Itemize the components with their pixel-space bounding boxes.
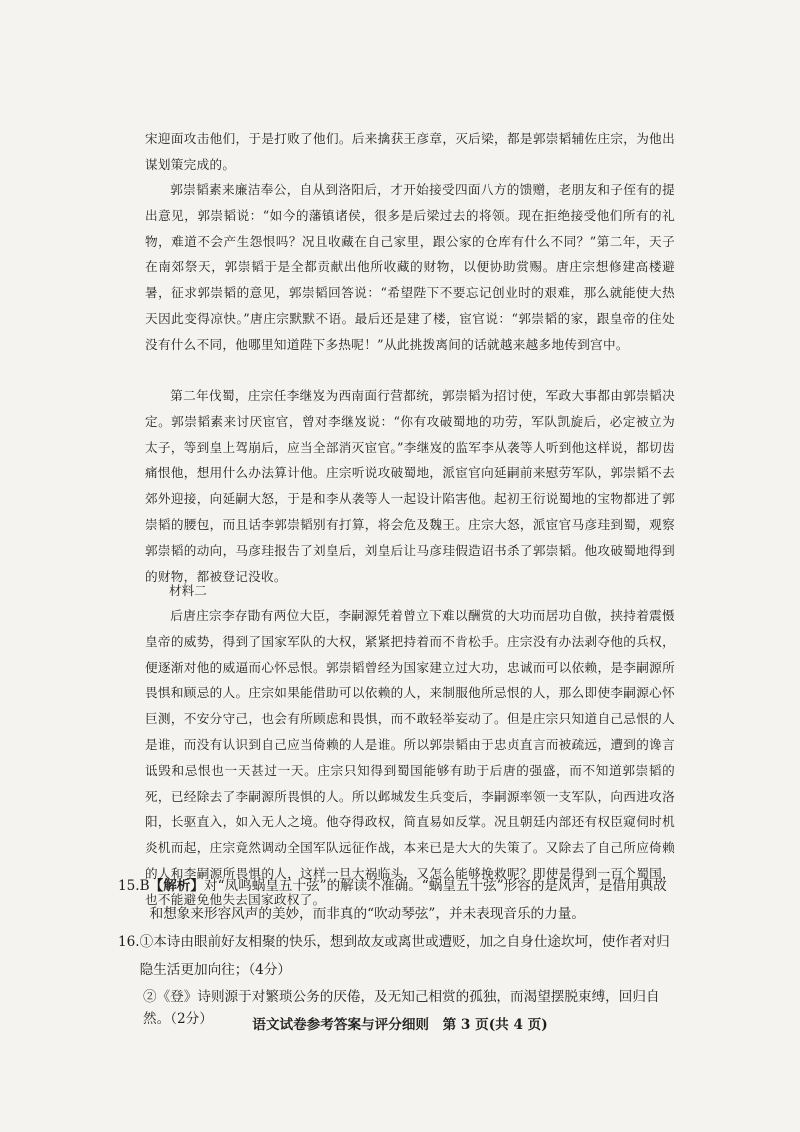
answer-16	[118, 928, 678, 984]
passage-paragraph-2: 郭崇韬素来廉洁奉公，自从到洛阳后，才开始接受四面八方的馈赠，老朋友和子侄有的提出意见，郭崇韬说：“如今的藩镇诸侯，很多是后梁过去的将领。现在拒绝接受他们所有的礼物，难道不会产生怨恨吗？况且收藏在自己家里，跟公家的仓库有什么不同？”第二年，天子在南郊祭天，郭崇韬于是全都贡献出他所收藏的财物，以便协助赏赐。唐庄宗想修建高楼避暑，征求郭崇韬的意见，郭崇韬回答说：“希望陛下不要忘记创业时的艰难，那么就能使大热天因此变得凉快。”唐庄宗默默不语。最后还是建了楼，宦官说：“郭崇韬的家，跟皇帝的住处没有什么不同，他哪里知道陛下多热呢！”从此挑拨离间的话就越来越多地传到宫中。	[145, 182, 675, 352]
answer-16-point-1: ①本诗由眼前好友相聚的快乐，想到故友或离世或遭贬，加之自身仕途坎坷，使作者对归隐生活更加向往；（4分）	[139, 934, 670, 978]
answer-15-text: 对“凤鸣蜗皇五十弦”的解读不准确。“蜗皇五十弦”形容的是风声，是借用典故和想象来形容风声的美妙，而非真的“吹动琴弦”，并未表现音乐的力量。	[149, 878, 667, 922]
answer-15-body	[150, 872, 678, 928]
passage-paragraph-1: 宋迎面攻击他们，于是打败了他们。后来擒获王彦章，灭后梁，都是郭崇韬辅佐庄宗，为他出谋划策完成的。	[145, 131, 675, 172]
answer-15	[118, 872, 678, 928]
material-two-label: 材料二	[169, 583, 207, 598]
answer-16-number: 16.	[118, 934, 140, 950]
analysis-tag: 【解析】	[149, 878, 204, 894]
answer-16-point-2: ②《登》诗则源于对繁琐公务的厌倦，及无知己相赏的孤独，而渴望摆脱束缚，回归自然。（2分）	[143, 989, 660, 1027]
answer-15-number: 15.B	[118, 878, 150, 894]
page-footer: 语文试卷参考答案与评分细则 第 3 页(共 4 页)	[252, 1017, 548, 1033]
passage-paragraph-4: 后唐庄宗李存勖有两位大臣，李嗣源凭着曾立下难以酬赏的大功而居功自傲，挟持着震慑皇帝的威势，得到了国家军队的大权，紧紧把持着而不肯松手。庄宗没有办法剥夺他的兵权，便逐渐对他的威逼而心怀忌恨。郭崇韬曾经为国家建立过大功，忠诚而可以依赖，是李嗣源所畏惧和顾忌的人。庄宗如果能借助可以依赖的人，来制服他所忌恨的人，那么即使李嗣源心怀巨测，不安分守己，也会有所顾虑和畏惧，而不敢轻举妄动了。但是庄宗只知道自己忌恨的人是谁，而没有认识到自己应当倚赖的人是谁。所以郭崇韬由于忠贞直言而被疏远，遭到的谗言诋毁和忌恨也一天甚过一天。庄宗只知得到蜀国能够有助于后唐的强盛，而不知道郭崇韬的死，已经除去了李嗣源所畏惧的人。所以邺城发生兵变后，李嗣源率领一支军队，向西进攻洛阳，长驱直入，如入无人之境。他夺得政权，简直易如反掌。况且朝廷内部还有权臣窥伺时机炎机而起，庄宗竟然调动全国军队远征作战，本来已是大大的失策了。又除去了自己所应倚赖的人和李嗣源所畏惧的人，这样一旦大祸临头，又怎么能够挽救呢？即使是得到一百个蜀国，也不能避免他失去国家政权了。	[145, 608, 675, 907]
passage-paragraph-3: 第二年伐蜀，庄宗任李继岌为西南面行营都统，郭崇韬为招讨使，军政大事都由郭崇韬决定。郭崇韬素来讨厌宦官，曾对李继岌说：“你有攻破蜀地的功劳，军队凯旋后，必定被立为太子，等到皇上驾崩后，应当全部消灭宦官。”李继岌的监军李从袭等人听到他这样说，都切齿痛恨他，想用什么办法算计他。庄宗听说攻破蜀地，派宦官向延嗣前来慰劳军队，郭崇韬不去郊外迎接，向延嗣大怒，于是和李从袭等人一起设计陷害他。起初王衍说蜀地的宝物都进了郭崇韬的腰包，而且话李郭崇韬别有打算，将会危及魏王。庄宗大怒，派宦官马彦珪到蜀，观察郭崇韬的动向，马彦珪报告了刘皇后，刘皇后让马彦珪假造诏书杀了郭崇韬。他攻破蜀地得到的财物，都被登记没收。	[145, 388, 675, 584]
